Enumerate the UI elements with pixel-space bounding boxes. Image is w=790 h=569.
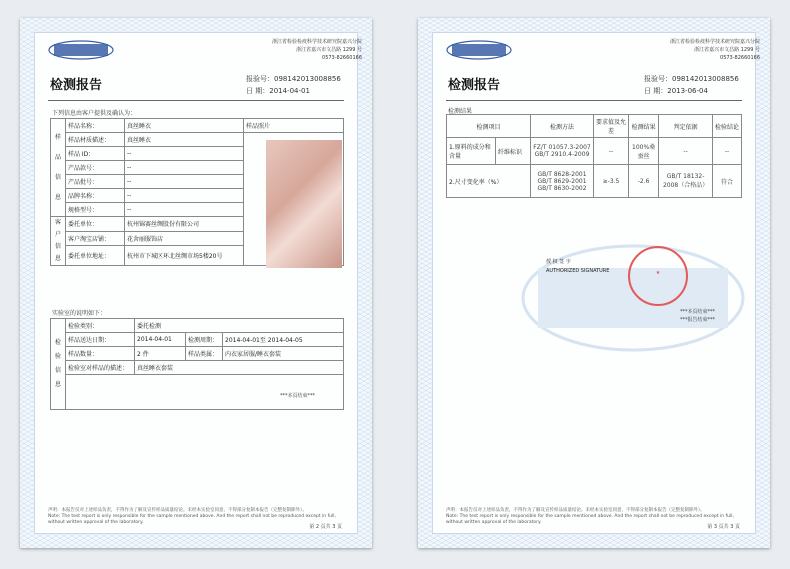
- report-date: [246, 86, 310, 96]
- zaiq-logo: [446, 40, 512, 60]
- row-label: 样品类属：: [186, 347, 223, 361]
- signature-label-en: AUTHORIZED SIGNATURE: [546, 268, 610, 274]
- row-value: --: [125, 189, 244, 203]
- group-label-sample: 样品信息: [51, 119, 66, 217]
- divider: [48, 100, 344, 101]
- report-end-mark: ***报告结束***: [680, 317, 716, 323]
- org-header: [234, 38, 362, 62]
- row-value: 真丝睡衣: [125, 119, 244, 133]
- test-method: GB/T 8628-2001 GB/T 8629-2001 GB/T 8630-2002: [531, 165, 594, 198]
- test-result: -2.6: [629, 165, 659, 198]
- judgement-basis: --: [659, 138, 713, 165]
- judgement-basis: GB/T 18132-2008（合格品）: [659, 165, 713, 198]
- conclusion: --: [713, 138, 742, 165]
- row-label: 客户淘宝店铺：: [66, 231, 125, 246]
- photo-label: 样品照片: [244, 119, 344, 133]
- report-date-value: 2014-04-01: [269, 87, 310, 95]
- row-value: --: [125, 203, 244, 217]
- report-title: 检测报告: [50, 78, 103, 93]
- row-value: --: [125, 161, 244, 175]
- report-date-label: 日 期：: [246, 87, 270, 95]
- col-header: 判定依据: [659, 115, 713, 138]
- report-date: [644, 86, 708, 96]
- row-label: 委托单位地址：: [66, 246, 125, 266]
- row-label: 产品款号：: [66, 161, 125, 175]
- report-page-right: [418, 18, 770, 548]
- requirement: --: [594, 138, 629, 165]
- report-date-value: 2013-06-04: [667, 87, 708, 95]
- conclusion: 符合: [713, 165, 742, 198]
- footer-statement-cn: 声明：本报告仅对上述样品负责，不得作为了解及宣传样品质量结论。未经本实验室同意，不得部分复制本报告（完整复制除外）。: [48, 508, 307, 513]
- org-phone: 0573-82660166: [322, 55, 362, 61]
- report-title: 检测报告: [448, 78, 501, 93]
- footer-statement-en: Note: The test report is only responsible for the sample mentioned above. And the report shall not be reproduced except in full, without written approval of the laboratory.: [48, 514, 336, 525]
- org-name: 浙江省检验检疫科学技术研究院嘉兴分院: [669, 39, 760, 45]
- table-row: [51, 119, 344, 133]
- col-header: 要求值及允差: [594, 115, 629, 138]
- signature-label: 授 权 签 字: [546, 259, 571, 265]
- report-number-label: 报验号：: [644, 75, 672, 83]
- group-label-client: 客户信息: [51, 217, 66, 266]
- org-address: 浙江省嘉兴市文昌路 1299 号: [694, 47, 760, 53]
- row-value: 内衣家居服/睡衣套装: [223, 347, 344, 361]
- page-end-mark: ***本页结束***: [280, 393, 316, 399]
- page-end-mark: ***本页结束***: [680, 309, 716, 315]
- report-number: [644, 74, 739, 84]
- row-value: 2014-04-01: [135, 333, 186, 347]
- report-page-left: [20, 18, 372, 548]
- zaiq-watermark: [518, 238, 748, 358]
- table-header-row: [447, 115, 742, 138]
- row-value: 杭州锦赛丝绸股份有限公司: [125, 217, 244, 232]
- footer-statement-cn: 声明：本报告仅对上述样品负责，不得作为了解及宣传样品质量结论。未经本实验室同意，不得部分复制本报告（完整复制除外）。: [446, 508, 705, 513]
- page-number: 第 2 页共 3 页: [309, 524, 342, 530]
- org-header: [632, 38, 760, 62]
- col-header: 检测项目: [447, 115, 531, 138]
- row-value: 真丝睡衣套装: [135, 361, 344, 375]
- row-value: 委托检测: [135, 319, 344, 333]
- requirement: ≥-3.5: [594, 165, 629, 198]
- row-label: 样品材质描述：: [66, 133, 125, 147]
- page-number: 第 3 页共 3 页: [707, 524, 740, 530]
- report-number-value: 098142013008856: [274, 75, 341, 83]
- row-label: 样品名称：: [66, 119, 125, 133]
- table-row: [51, 347, 344, 361]
- row-label: 样品 ID：: [66, 147, 125, 161]
- results-table: [446, 114, 742, 198]
- report-date-label: 日 期：: [644, 87, 668, 95]
- report-number: [246, 74, 341, 84]
- footer-statement-en: Note: The test report is only responsible for the sample mentioned above. And the report shall not be reproduced except in full, without written approval of the laboratory.: [446, 514, 734, 525]
- org-address: 浙江省嘉兴市文昌路 1299 号: [296, 47, 362, 53]
- row-value: 花舍丽服饰店: [125, 231, 244, 246]
- table-row: [447, 165, 742, 198]
- test-item: 2.尺寸变化率（%）: [447, 165, 531, 198]
- test-method: FZ/T 01057.3-2007 GB/T 2910.4-2009: [531, 138, 594, 165]
- org-phone: 0573-82660166: [720, 55, 760, 61]
- row-value: --: [125, 147, 244, 161]
- test-item: 1.原料的成分和含量: [447, 138, 496, 165]
- report-number-label: 报验号：: [246, 75, 274, 83]
- row-value: 2 件: [135, 347, 186, 361]
- row-label: 委托单位：: [66, 217, 125, 232]
- row-label: 品牌名称：: [66, 189, 125, 203]
- report-footer: [446, 508, 742, 526]
- table-row: [51, 319, 344, 333]
- col-header: 检测方法: [531, 115, 594, 138]
- table-row: [447, 138, 742, 165]
- row-value: 真丝睡衣: [125, 133, 244, 147]
- table-row: [51, 361, 344, 375]
- results-label: 检测结果: [448, 108, 473, 115]
- zaiq-logo: [48, 40, 114, 60]
- row-value: 2014-04-01至 2014-04-05: [223, 333, 344, 347]
- test-intro: 实验室的说明如下：: [52, 310, 107, 317]
- col-header: 检测结果: [629, 115, 659, 138]
- official-seal: [628, 246, 688, 306]
- table-row: [51, 333, 344, 347]
- row-label: 产品批号：: [66, 175, 125, 189]
- report-number-value: 098142013008856: [672, 75, 739, 83]
- row-label: 样品数量：: [66, 347, 135, 361]
- row-label: 检验室对样品的描述：: [66, 361, 135, 375]
- row-value: --: [125, 175, 244, 189]
- row-label: 检验类别：: [66, 319, 135, 333]
- row-label: 规格型号：: [66, 203, 125, 217]
- sample-photo: [266, 140, 342, 268]
- intro-text: 下列信息由客户提供及确认为：: [52, 110, 137, 117]
- test-subitem: 纤维标识: [496, 138, 531, 165]
- row-label: 样品送达日期：: [66, 333, 135, 347]
- col-header: 检验结论: [713, 115, 742, 138]
- row-value: 杭州市下城区环北丝绸市场5楼20号: [125, 246, 244, 266]
- report-footer: [48, 508, 344, 526]
- divider: [446, 100, 742, 101]
- seal-text: ★: [655, 270, 661, 276]
- test-result: 100%桑蚕丝: [629, 138, 659, 165]
- row-label: 检测周期：: [186, 333, 223, 347]
- org-name: 浙江省检验检疫科学技术研究院嘉兴分院: [271, 39, 362, 45]
- group-label-test: 检验信息: [51, 319, 66, 410]
